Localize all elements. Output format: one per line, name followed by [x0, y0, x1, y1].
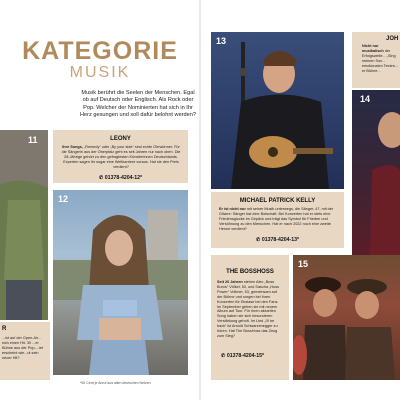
entry-body — [217, 280, 283, 339]
phone-icon: ✆ — [98, 175, 104, 181]
entry-name: JOH — [386, 36, 399, 42]
phone-number: 01378-4204-12* — [104, 175, 143, 181]
entry-body — [362, 44, 400, 73]
phone-icon: ✆ — [256, 237, 261, 243]
photo-14 — [352, 90, 400, 255]
entry-body-text: „Remedy“ oder „By your side“ sind echte Ohrwürmer. Für die Sängerin aus der Oberpfalz geht es seit Jahren nur nach oben. Die 28-Jährige gehört zu den gefragtesten Künstlerinnen Deutschlands. Experten sagen ihr sogar eine Weltkarriere voraus. Hat sie den Preis verdient? — [61, 145, 181, 169]
photo-13 — [211, 32, 344, 189]
phone-line — [53, 175, 188, 181]
entry-number: 14 — [360, 94, 371, 104]
category-title: KATEGORIE — [22, 37, 178, 65]
entry-number: 15 — [298, 259, 309, 269]
entry-body-text: der Erfolgswelle... „Sing meinen Son... emotionalen Texten... er Bühne... — [362, 48, 399, 73]
entry-box-14 — [352, 32, 400, 88]
entry-body-text: mit seiner Musik unterwegs, die Sänger, 47, mit der Gitarre: Sänger hat eine Botschaft. Bei Konzerten hat er stets eine Friedensglocke im Gepäck und trägt das Symbol für Frieden und Versöhnung zu den Menschen. Hat er nach 2022 noch eine zweite Henne verdient? — [219, 207, 334, 231]
entry-body-lead: Nicht nur musikalisch — [362, 44, 384, 53]
intro-text: Musik berührt die Seelen der Menschen. Egal ob auf Deutsch oder Englisch. Als Rock oder Pop. Welcher der Nominierten hat sich in Ihr Herz gesungen und soll dafür belohnt werden? — [80, 90, 196, 118]
entry-box-13 — [211, 192, 344, 248]
entry-name: MICHAEL PATRICK KELLY — [239, 198, 316, 204]
photo-15-illustration — [293, 255, 400, 380]
entry-box-11 — [0, 322, 50, 380]
entry-number: 12 — [58, 194, 69, 204]
entry-body — [219, 207, 337, 232]
phone-number: 01378-4204-13* — [261, 237, 300, 243]
entry-box-15 — [211, 255, 289, 380]
phone-line — [256, 237, 299, 243]
phone-number: 01378-4204-15* — [226, 353, 265, 359]
photo-15 — [293, 255, 400, 380]
photo-11-illustration — [0, 130, 48, 320]
phone-line — [221, 353, 264, 359]
entry-body-text: stehen Alec „Boss Burns“ Völkel, 53, und Sascha „Hoss Power“ Vollmer, 53, gemeinsam auf der Bühne und sorgen bei ihren Konzerten für Ekstase bei den Fans. Im September gehen sie mit neuem Album auf Tour. Für ihren aktuellen Song haben sie sich besonderen Verstärkung geholt. Im Lied „I'll be back“ ist Arnold Schwarzenegger zu hören. Hat The BossHoss das Zeug zum Sieg? — [217, 280, 280, 338]
photo-12-illustration — [53, 190, 188, 375]
entry-body-lead: Seit 20 Jahren — [217, 280, 243, 284]
photo-11 — [0, 130, 48, 320]
entry-name: THE BOSSHOSS — [226, 269, 274, 275]
entry-name: R — [2, 326, 7, 332]
entry-body-lead: Ihre Songs, — [62, 145, 83, 149]
photo-12 — [53, 190, 188, 375]
entry-number: 11 — [28, 135, 38, 145]
entry-body — [61, 145, 181, 170]
entry-name: LEONY — [110, 136, 131, 142]
entry-body: ...ist auf der Open-Air... sich einen Hit. 30 ...er Bühne aus der Pop-...iet erscheint wie...ut sein neuer Hit? — [2, 336, 43, 360]
entry-box-12 — [53, 130, 188, 183]
entry-body-lead: Er ist nicht nur — [219, 207, 246, 211]
category-subtitle: MUSIK — [69, 64, 131, 81]
footnote: *50 Cent je Anruf aus allen deutschen Netzen — [80, 381, 151, 385]
photo-13-illustration — [211, 32, 344, 189]
photo-14-illustration — [352, 90, 400, 255]
phone-icon: ✆ — [221, 353, 226, 359]
entry-number: 13 — [216, 36, 227, 46]
